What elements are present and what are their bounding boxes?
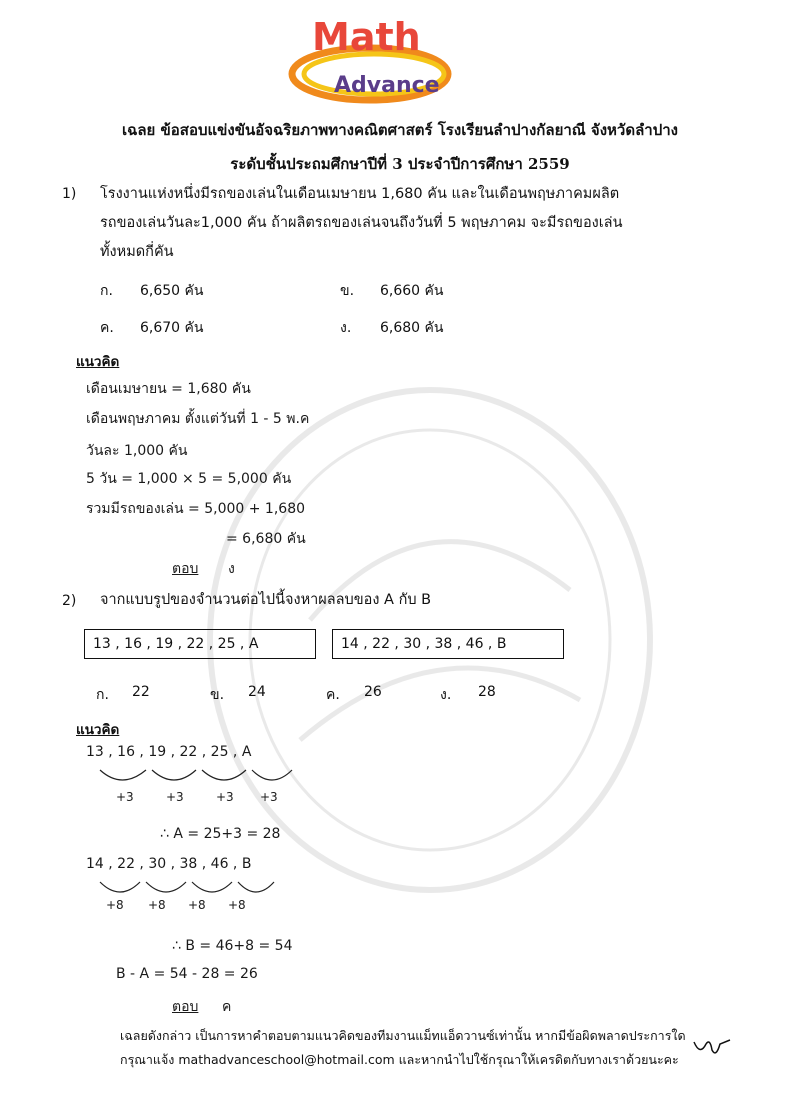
footer-note: เฉลยดังกล่าว เป็นการหาคำตอบตามแนวคิดของทีมงานแม็ทแอ็ดวานซ์เท่านั้น หากมีข้อผิดพลาดประการใด: [120, 1028, 686, 1043]
signature-mark: [690, 1034, 734, 1064]
q1-number: 1): [62, 186, 77, 202]
q2-number: 2): [62, 593, 77, 609]
footer-contact: กรุณาแจ้ง mathadvanceschool@hotmail.com และหากนำไปใช้กรุณาให้เครดิตกับทางเราด้วยนะคะ: [120, 1052, 679, 1067]
q2-choice-letter: ก.: [96, 687, 109, 703]
q1-work-line: วันละ 1,000 คัน: [86, 443, 188, 459]
q2-difference: B - A = 54 - 28 = 26: [116, 966, 258, 982]
q2-step-a: +3: [216, 790, 234, 804]
q2-answer-value: ค: [222, 999, 232, 1015]
q1-choice-value: 6,650 คัน: [140, 283, 204, 299]
q2-work-seq-a: 13 , 16 , 19 , 22 , 25 , A: [86, 744, 252, 760]
sequence-b-box: 14 , 22 , 30 , 38 , 46 , B: [332, 629, 564, 659]
q2-text: จากแบบรูปของจำนวนต่อไปนี้จงหาผลลบของ A กับ B: [100, 592, 432, 608]
q2-choice-value: 26: [364, 684, 382, 700]
q2-step-b: +8: [188, 898, 206, 912]
q2-arcs-a: [96, 764, 296, 790]
q2-choice-value: 28: [478, 684, 496, 700]
q2-step-a: +3: [260, 790, 278, 804]
q1-work-line: เดือนพฤษภาคม ตั้งแต่วันที่ 1 - 5 พ.ค: [86, 411, 310, 427]
q1-answer-value: ง: [228, 561, 235, 577]
q1-work-line: รวมมีรถของเล่น = 5,000 + 1,680: [86, 501, 306, 517]
logo-text-math: Math: [312, 15, 421, 59]
q2-choice-letter: ง.: [440, 687, 452, 703]
q2-answer-label: ตอบ: [172, 999, 199, 1015]
q2-step-b: +8: [106, 898, 124, 912]
q1-text: [100, 180, 740, 267]
q1-choice-letter: ข.: [340, 283, 355, 299]
q1-choice-letter: ง.: [340, 320, 352, 336]
q2-step-a: +3: [116, 790, 134, 804]
q1-work-line: เดือนเมษายน = 1,680 คัน: [86, 381, 251, 397]
q2-work-seq-b: 14 , 22 , 30 , 38 , 46 , B: [86, 856, 252, 872]
q2-choice-letter: ค.: [326, 687, 340, 703]
q1-choice-value: 6,670 คัน: [140, 320, 204, 336]
q2-choice-value: 24: [248, 684, 266, 700]
q2-step-a: +3: [166, 790, 184, 804]
document-title: เฉลย ข้อสอบแข่งขันอัจฉริยภาพทางคณิตศาสตร์ โรงเรียนลำปางกัลยาณี จังหวัดลำปาง: [122, 121, 678, 139]
q2-choice-letter: ข.: [210, 687, 225, 703]
q1-work-line: = 6,680 คัน: [226, 531, 306, 547]
q1-choice-letter: ค.: [100, 320, 114, 336]
q2-solution-heading: แนวคิด: [76, 722, 120, 738]
q2-step-b: +8: [148, 898, 166, 912]
q2-choice-value: 22: [132, 684, 150, 700]
sequence-a-box: 13 , 16 , 19 , 22 , 25 , A: [84, 629, 316, 659]
q1-solution-heading: แนวคิด: [76, 354, 120, 370]
q1-answer-label: ตอบ: [172, 561, 199, 577]
q2-result-b: ∴ B = 46+8 = 54: [172, 938, 293, 954]
q2-step-b: +8: [228, 898, 246, 912]
q1-work-line: 5 วัน = 1,000 × 5 = 5,000 คัน: [86, 471, 292, 487]
q2-result-a: ∴ A = 25+3 = 28: [160, 826, 281, 842]
math-advance-logo: [282, 8, 452, 108]
q1-choice-value: 6,660 คัน: [380, 283, 444, 299]
q1-choice-value: 6,680 คัน: [380, 320, 444, 336]
q1-text-line: รถของเล่นวันละ1,000 คัน ถ้าผลิตรถของเล่นจนถึงวันที่ 5 พฤษภาคม จะมีรถของเล่น: [100, 215, 623, 231]
q1-text-line: โรงงานแห่งหนึ่งมีรถของเล่นในเดือนเมษายน 1,680 คัน และในเดือนพฤษภาคมผลิต: [100, 186, 620, 202]
logo-text-advance: Advance: [334, 73, 440, 98]
q1-text-line: ทั้งหมดกี่คัน: [100, 244, 174, 260]
document-subtitle: ระดับชั้นประถมศึกษาปีที่ 3 ประจำปีการศึกษา 2559: [230, 155, 570, 173]
q1-choice-letter: ก.: [100, 283, 113, 299]
